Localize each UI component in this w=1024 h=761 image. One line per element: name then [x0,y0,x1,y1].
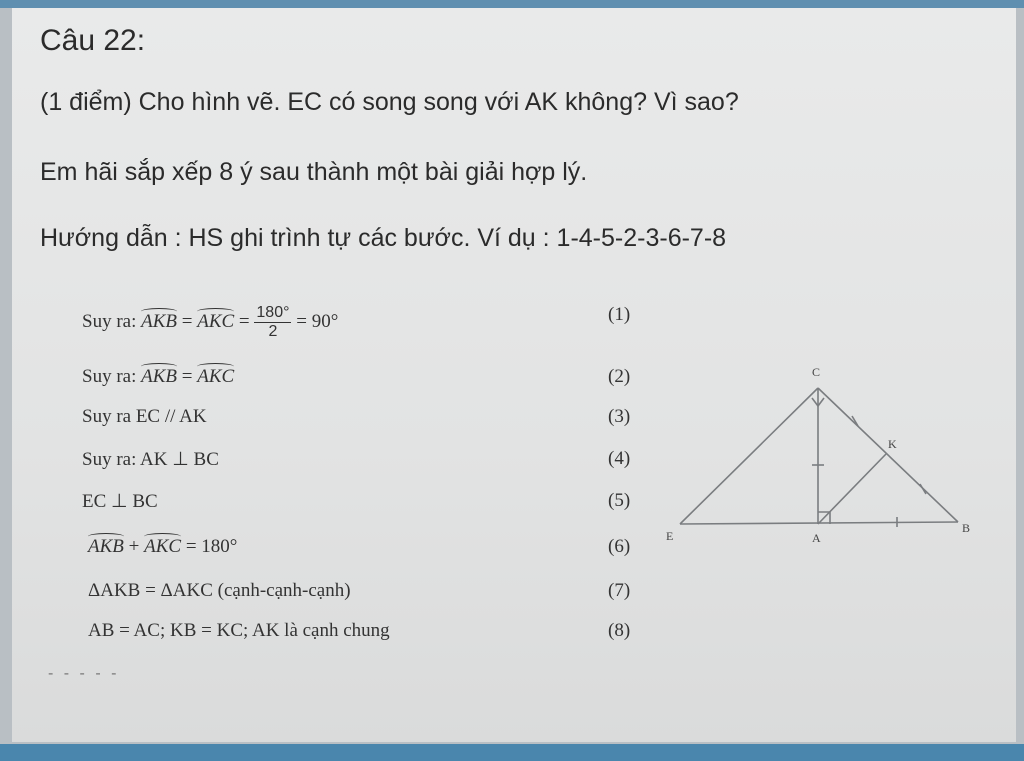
step-6-angle-akc: AKC [144,536,182,557]
step-7: ΔAKB = ΔAKC (cạnh-cạnh-cạnh) [88,580,351,601]
question-guide: Hướng dẫn : HS ghi trình tự các bước. Ví dụ : 1-4-5-2-3-6-7-8 [40,224,727,252]
question-instruction: Em hãi sắp xếp 8 ý sau thành một bài giải hợp lý. [40,158,588,186]
step-3-number: (3) [608,406,631,427]
step-6-result: = 180° [185,536,238,557]
step-2-prefix: Suy ra: [82,366,137,387]
step-8: AB = AC; KB = KC; AK là cạnh chung [88,620,390,641]
step-5-number: (5) [608,490,631,511]
label-e: E [666,529,674,543]
step-6-plus: + [128,536,140,557]
segment-ec [680,388,818,524]
step-2-number: (2) [608,366,631,387]
step-1-prefix: Suy ra: [82,310,137,332]
label-a: A [812,531,821,545]
step-2-angle-akc: AKC [197,366,235,387]
step-4-number: (4) [608,448,631,469]
step-2-eq: = [181,366,193,387]
fraction-numerator: 180° [256,304,290,321]
question-prompt: (1 điểm) Cho hình vẽ. EC có song song với AK không? Vì sao? [40,88,739,116]
step-3: Suy ra EC // AK [82,406,207,427]
label-b: B [962,521,971,535]
bottom-bar [0,744,1024,761]
step-5: EC ⊥ BC [82,491,158,512]
step-8-number: (8) [608,620,631,641]
segment-ak [818,454,886,524]
step-6-angle-akb: AKB [88,536,124,557]
fraction-denominator: 2 [268,323,278,340]
tick-kb [920,484,926,494]
question-title: Câu 22: [40,24,146,57]
step-4: Suy ra: AK ⊥ BC [82,449,219,470]
step-6-number: (6) [608,536,631,557]
step-1-eq1: = [181,310,193,332]
step-2-angle-akb: AKB [141,366,177,387]
step-1-number: (1) [608,304,631,325]
step-1-angle-akb: AKB [141,310,177,332]
step-1-result: = 90° [296,310,339,332]
step-1-angle-akc: AKC [197,310,235,332]
footer-dashes: - - - - - [48,665,120,682]
label-c: C [812,365,821,379]
step-1-eq2: = [238,310,250,332]
label-k: K [888,437,897,451]
step-7-number: (7) [608,580,631,601]
